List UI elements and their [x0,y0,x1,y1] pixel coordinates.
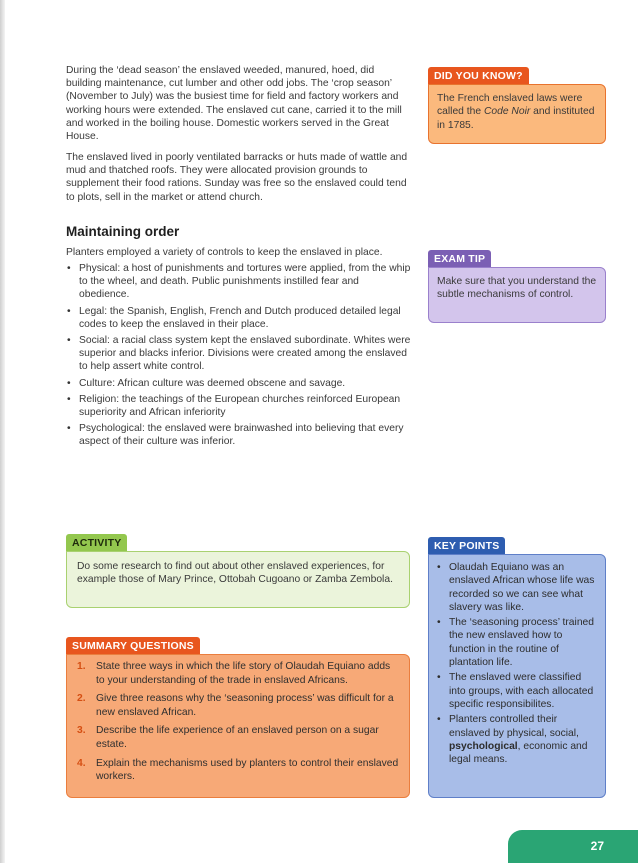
key-point-item: • The ‘seasoning process’ trained the new enslaved how to function in the routine of plantation life. [437,616,597,669]
question-number: 2. [77,693,86,705]
question-item [77,757,399,784]
did-you-know-label: DID YOU KNOW? [428,67,529,85]
key-points-label: KEY POINTS [428,537,505,555]
did-you-know-box [428,84,606,144]
question-item [77,692,399,719]
key-point-item: • The enslaved were classified into groups, with each allocated specific responsibilites. [437,671,597,711]
paragraph-living-conditions: The enslaved lived in poorly ventilated barracks or huts made of wattle and mud and thatched roofs. They were allocated provision grounds to supplement their food rations. Sunday was free so the enslaved could tend to plots, sell in the market or attend church. [66,152,408,203]
key-point-bold-term: psychological [449,740,518,752]
key-point-item [437,713,597,766]
question-text: State three ways in which the life story of Olaudah Equiano adds to your understanding of the trade in enslaved Africans. [96,661,391,686]
did-you-know-italic-term: Code Noir [483,106,531,118]
question-item [77,660,399,687]
key-point-text-end: , economic and legal means. [449,740,588,766]
question-number: 3. [77,725,86,737]
question-text: Explain the mechanisms used by planters to control their enslaved workers. [96,757,399,783]
summary-questions-box [66,654,410,798]
section-heading-maintaining-order: Maintaining order [66,224,180,239]
question-number: 1. [77,661,86,672]
exam-tip-label: EXAM TIP [428,250,491,268]
did-you-know-text-start: The French enslaved laws were called the [437,93,583,118]
question-text: Give three reasons why the ‘seasoning process’ was difficult for a new enslaved African. [96,693,394,718]
list-item-physical: • Physical: a host of punishments and tortures were applied, from the whip to the wheel, and death. Public punishments instilled fear and obedience. [66,262,411,302]
exam-tip-box [428,267,606,323]
list-item-social: • Social: a racial class system kept the enslaved subordinate. Whites were superior and blacks inferior. Divisions were created among the enslaved to help assert white control. [66,334,411,374]
list-item-religion: • Religion: the teachings of the European churches reinforced European superiority and African inferiority [66,393,411,419]
key-point-text-start: Planters controlled their enslaved by physical, social, [449,714,579,739]
question-text: Describe the life experience of an enslaved person on a sugar estate. [96,725,379,750]
controls-list [66,262,411,452]
activity-box [66,551,410,608]
key-point-item: • Olaudah Equiano was an enslaved African whose life was recorded so we can see what slavery was like. [437,561,597,614]
key-points-box [428,554,606,798]
did-you-know-text-end: and instituted in 1785. [437,106,595,131]
list-item-culture: • Culture: African culture was deemed obscene and savage. [66,377,411,390]
key-points-list [437,561,597,766]
section-intro: Planters employed a variety of controls to keep the enslaved in place. [66,247,383,258]
question-item [77,724,399,751]
summary-questions-list [77,660,399,784]
page-edge-shadow [0,0,5,863]
page-number: 27 [590,839,604,853]
list-item-psychological: • Psychological: the enslaved were brainwashed into believing that every aspect of their culture was inferior. [66,422,411,448]
question-number: 4. [77,757,86,769]
summary-questions-label: SUMMARY QUESTIONS [66,637,200,655]
paragraph-dead-season: During the ‘dead season’ the enslaved weeded, manured, hoed, did building maintenance, cut lumber and other odd jobs. The ‘crop season’ (November to July) was the busiest time for field and factory workers and working hours were extended. The enslaved cut cane, carried it to the mill and worked in the boiling house. Domestic workers served in the Great House. [66,65,402,143]
exam-tip-text: Make sure that you understand the subtle mechanisms of control. [437,276,597,301]
activity-label: ACTIVITY [66,534,127,552]
list-item-legal: • Legal: the Spanish, English, French and Dutch produced detailed legal codes to keep the enslaved in their place. [66,305,411,331]
page-number-tab [508,830,638,863]
activity-text: Do some research to find out about other enslaved experiences, for example those of Mary Prince, Ottobah Cugoano or Zamba Zembola. [77,561,393,586]
